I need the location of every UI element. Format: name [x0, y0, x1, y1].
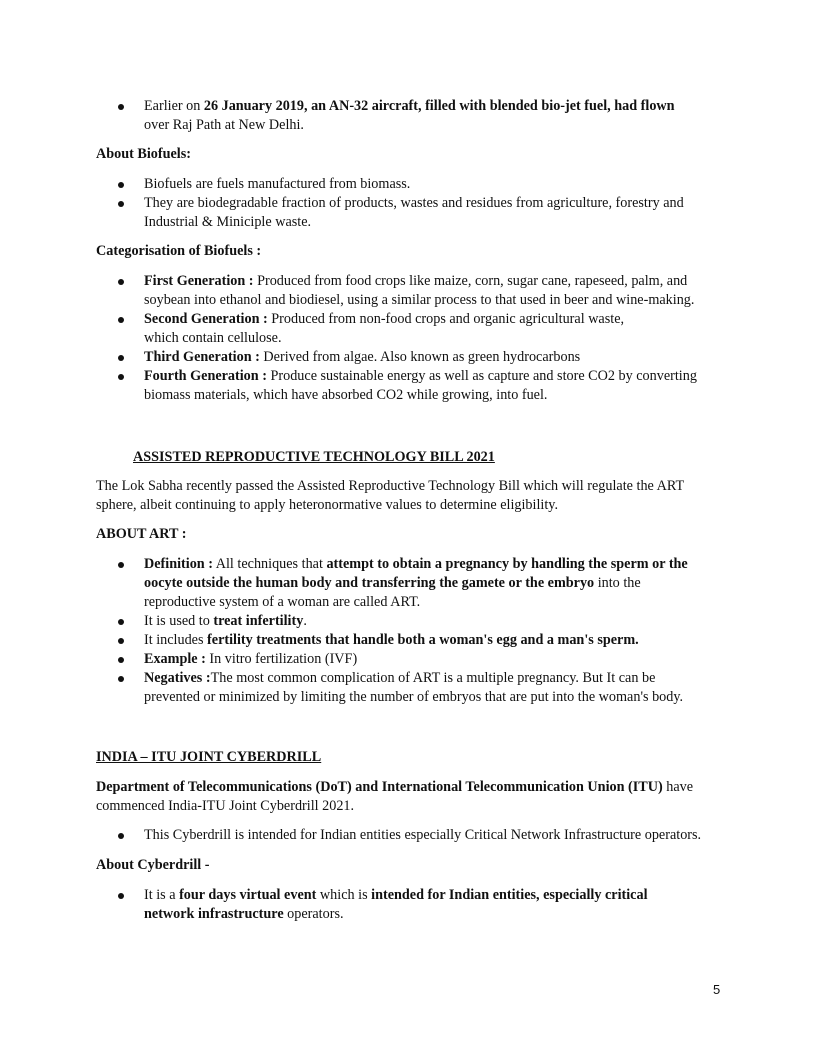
list-item: This Cyberdrill is intended for Indian entities especially Critical Network Infrastructure operators.: [144, 827, 702, 843]
label: Negatives :: [144, 670, 211, 686]
text: have: [662, 779, 694, 795]
text: operators.: [283, 906, 344, 922]
bold-text: network infrastructure: [144, 906, 284, 922]
bullet-icon: [118, 638, 124, 644]
list-item-continuation: reproductive system of a woman are called ART.: [144, 594, 421, 610]
text: .: [303, 613, 307, 629]
text: It is used to: [144, 613, 214, 629]
section-title: INDIA – ITU JOINT CYBERDRILL: [96, 749, 322, 765]
label: Example :: [144, 651, 206, 667]
list-item: [144, 886, 648, 904]
list-item: Biofuels are fuels manufactured from biomass.: [144, 176, 411, 192]
list-item: [144, 310, 624, 328]
section-heading: Categorisation of Biofuels :: [96, 243, 262, 259]
list-item: [144, 650, 357, 668]
list-item-continuation: biomass materials, which have absorbed CO2 while growing, into fuel.: [144, 387, 548, 403]
list-item-continuation: soybean into ethanol and biodiesel, using a similar process to that used in beer and wine-making.: [144, 292, 695, 308]
text: Produce sustainable energy as well as capture and store CO2 by converting: [266, 368, 697, 384]
bullet-icon: [118, 182, 124, 188]
section-title: ASSISTED REPRODUCTIVE TECHNOLOGY BILL 2021: [133, 449, 495, 465]
text: All techniques that: [212, 556, 327, 572]
section-heading: ABOUT ART :: [96, 526, 187, 542]
bullet-icon: [118, 833, 124, 839]
section-heading: About Biofuels:: [96, 146, 191, 162]
bullet-icon: [118, 619, 124, 625]
bullet-icon: [118, 374, 124, 380]
bold-text: 26 January 2019, an AN-32 aircraft, filled with blended bio-jet fuel, had flown: [203, 98, 675, 114]
text: Produced from non-food crops and organic agricultural waste,: [267, 311, 625, 327]
text: In vitro fertilization (IVF): [205, 651, 358, 667]
list-item-continuation: over Raj Path at New Delhi.: [144, 117, 304, 133]
list-item: [144, 367, 697, 385]
bold-text: four days virtual event: [179, 887, 317, 903]
bold-text: treat infertility: [213, 613, 304, 629]
bullet-icon: [118, 893, 124, 899]
label: Fourth Generation :: [144, 368, 267, 384]
bold-text: intended for Indian entities, especially critical: [371, 887, 648, 903]
paragraph: [96, 778, 693, 796]
text: which is: [316, 887, 372, 903]
list-item-continuation: which contain cellulose.: [144, 330, 282, 346]
bullet-icon: [118, 317, 124, 323]
bullet-icon: [118, 657, 124, 663]
list-item: [144, 272, 687, 290]
label: Definition :: [144, 556, 213, 572]
bullet-icon: [118, 201, 124, 207]
list-item: [144, 348, 580, 366]
label: Third Generation :: [144, 349, 260, 365]
text: Earlier on: [144, 98, 204, 114]
list-item: [144, 97, 675, 115]
paragraph: The Lok Sabha recently passed the Assisted Reproductive Technology Bill which will regulate the ART: [96, 478, 685, 494]
text: Produced from food crops like maize, corn, sugar cane, rapeseed, palm, and: [253, 273, 688, 289]
bullet-icon: [118, 279, 124, 285]
list-item-continuation: [144, 574, 641, 592]
list-item-continuation: Industrial & Miniciple waste.: [144, 214, 312, 230]
list-item-continuation: [144, 905, 344, 923]
bold-text: fertility treatments that handle both a woman's egg and a man's sperm.: [207, 632, 639, 648]
list-item: [144, 631, 639, 649]
bullet-icon: [118, 104, 124, 110]
text: It is a: [144, 887, 180, 903]
text: It includes: [144, 632, 208, 648]
list-item: [144, 555, 688, 573]
text: into the: [594, 575, 641, 591]
paragraph-continuation: commenced India-ITU Joint Cyberdrill 2021.: [96, 798, 355, 814]
bullet-icon: [118, 355, 124, 361]
bold-text: oocyte outside the human body and transferring the gamete or the embryo: [144, 575, 595, 591]
text: The most common complication of ART is a multiple pregnancy. But It can be: [210, 670, 656, 686]
bullet-icon: [118, 676, 124, 682]
label: Second Generation :: [144, 311, 268, 327]
text: Derived from algae. Also known as green hydrocarbons: [259, 349, 581, 365]
bold-text: Department of Telecommunications (DoT) and International Telecommunication Union (ITU): [96, 779, 663, 795]
paragraph-continuation: sphere, albeit continuing to apply heteronormative values to determine eligibility.: [96, 497, 559, 513]
section-heading: About Cyberdrill -: [96, 857, 210, 873]
label: First Generation :: [144, 273, 254, 289]
list-item: [144, 612, 307, 630]
list-item-continuation: prevented or minimized by limiting the number of embryos that are put into the woman's body.: [144, 689, 684, 705]
bullet-icon: [118, 562, 124, 568]
bold-text: attempt to obtain a pregnancy by handling the sperm or the: [326, 556, 688, 572]
page-number: 5: [713, 982, 721, 997]
list-item: They are biodegradable fraction of products, wastes and residues from agriculture, forestry and: [144, 195, 684, 211]
list-item: [144, 669, 655, 687]
